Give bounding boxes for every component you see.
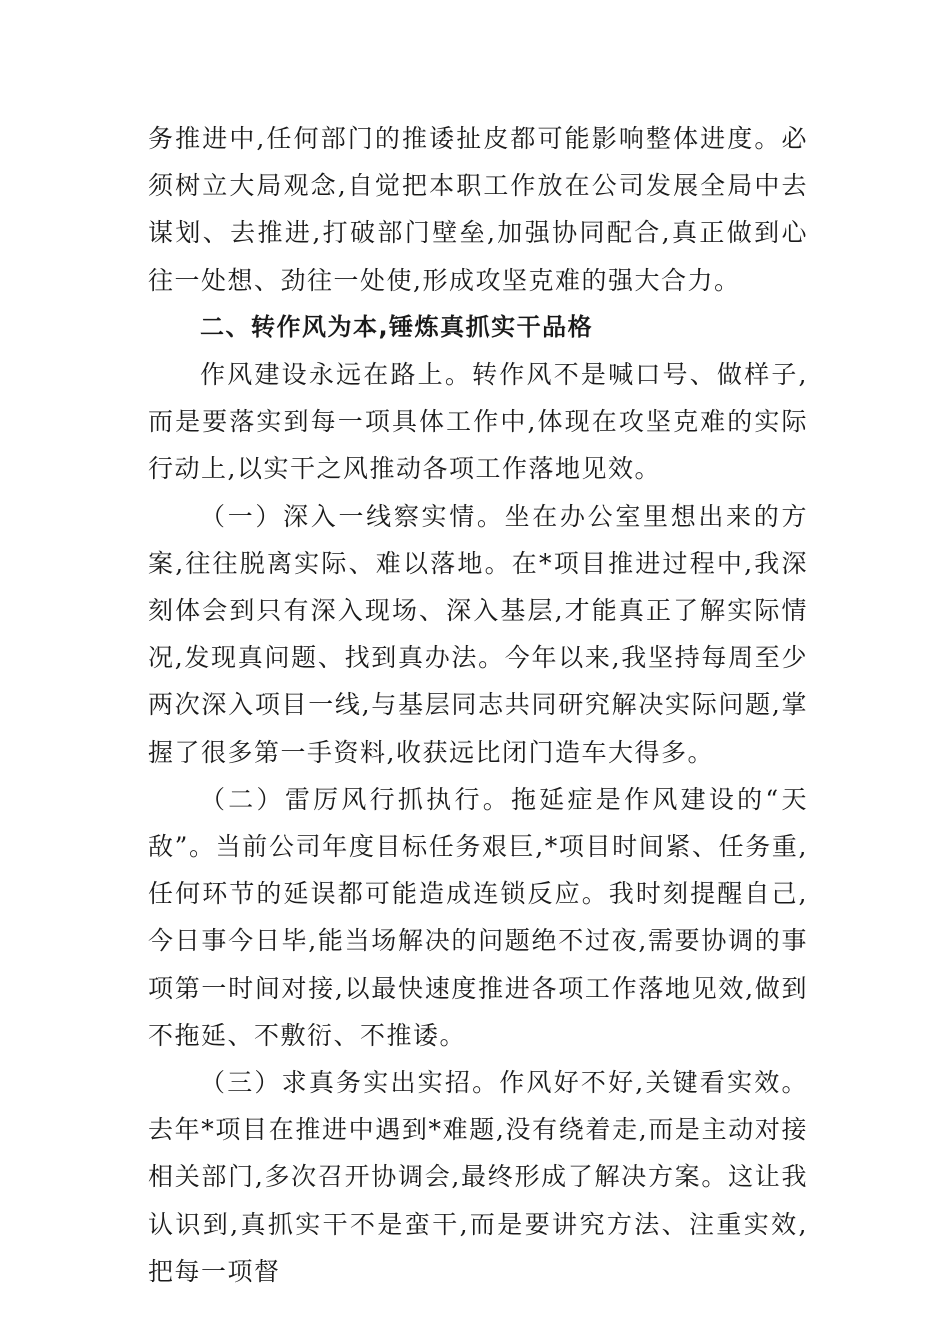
paragraph-item-3: （三）求真务实出实招。作风好不好,关键看实效。去年*项目在推进中遇到*难题,没有绕着走,而是主动对接相关部门,多次召开协调会,最终形成了解决方案。这让我认识到,真抓实干不是蛮干,而是要讲究方法、注重实效,把每一项督: [148, 1068, 808, 1286]
paragraph-item-1: （一）深入一线察实情。坐在办公室里想出来的方案,往往脱离实际、难以落地。在*项目推进过程中,我深刻体会到只有深入现场、深入基层,才能真正了解实际情况,发现真问题、找到真办法。今年以来,我坚持每周至少两次深入项目一线,与基层同志共同研究解决实际问题,掌握了很多第一手资料,收获远比闭门造车大得多。: [148, 501, 808, 767]
paragraph-continuation: 务推进中,任何部门的推诿扯皮都可能影响整体进度。必须树立大局观念,自觉把本职工作放在公司发展全局中去谋划、去推进,打破部门壁垒,加强协同配合,真正做到心往一处想、劲往一处使,形成攻坚克难的强大合力。: [148, 124, 808, 295]
paragraph-intro: 作风建设永远在路上。转作风不是喊口号、做样子,而是要落实到每一项具体工作中,体现在攻坚克难的实际行动上,以实干之风推动各项工作落地见效。: [148, 360, 808, 484]
document-body: [148, 115, 808, 1295]
paragraph-item-2: （二）雷厉风行抓执行。拖延症是作风建设的“天敌”。当前公司年度目标任务艰巨,*项目时间紧、任务重,任何环节的延误都可能造成连锁反应。我时刻提醒自己,今日事今日毕,能当场解决的问题绝不过夜,需要协调的事项第一时间对接,以最快速度推进各项工作落地见效,做到不拖延、不敷衍、不推诿。: [148, 784, 808, 1050]
section-heading: 二、转作风为本,锤炼真抓实干品格: [200, 312, 594, 341]
